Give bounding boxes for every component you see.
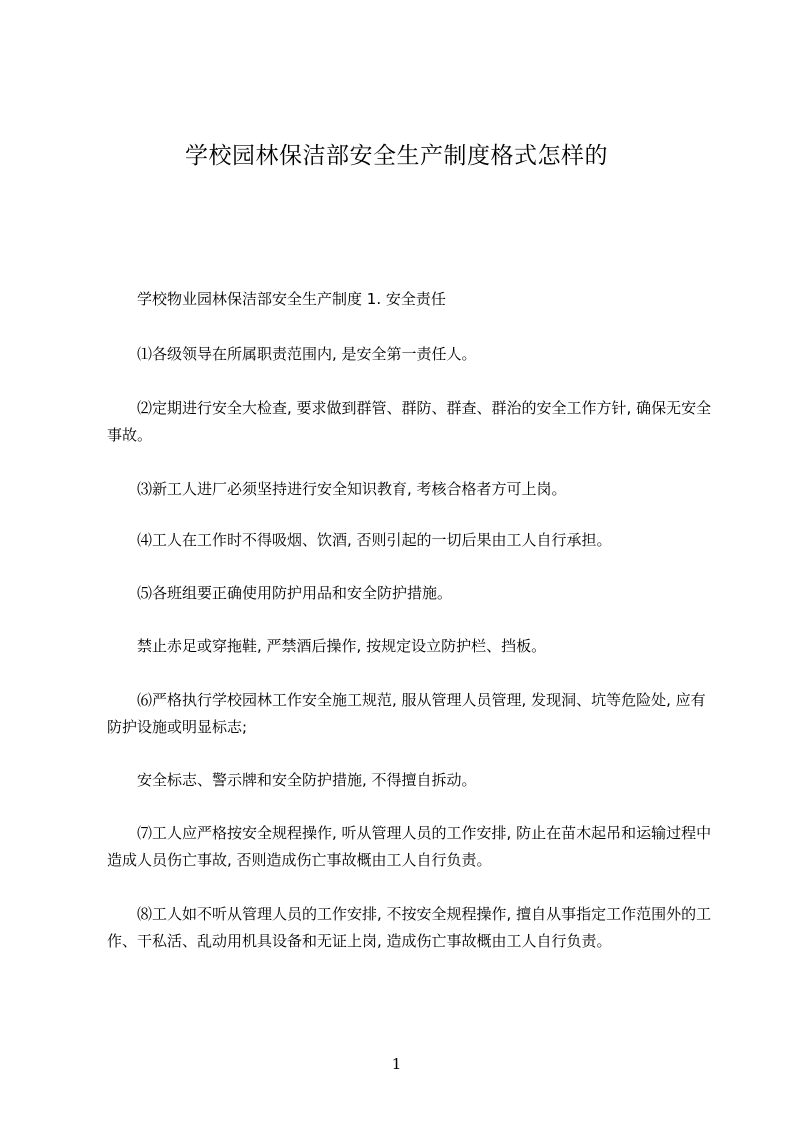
paragraph-safety-heading: 学校物业园林保洁部安全生产制度 1. 安全责任 [137,290,446,308]
paragraph-item-6-continued: 安全标志、警示牌和安全防护措施, 不得擅自拆动。 [137,771,477,789]
paragraph-item-6: ⑹严格执行学校园林工作安全施工规范, 服从管理人员管理, 发现洞、坑等危险处, 应有防护设施或明显标志; [107,691,706,736]
paragraph-item-7: ⑺工人应严格按安全规程操作, 听从管理人员的工作安排, 防止在苗木起吊和运输过程中造成人员伤亡事故, 否则造成伤亡事故概由工人自行负责。 [107,824,712,869]
paragraph-item-1: ⑴各级领导在所属职责范围内, 是安全第一责任人。 [137,345,477,363]
paragraph-item-5-continued: 禁止赤足或穿拖鞋, 严禁酒后操作, 按规定设立防护栏、挡板。 [137,637,547,655]
document-title: 学校园林保洁部安全生产制度格式怎样的 [185,143,608,169]
page-number: 1 [391,1055,402,1073]
paragraph-item-5: ⑸各班组要正确使用防护用品和安全防护措施。 [137,584,453,602]
paragraph-item-4: ⑷工人在工作时不得吸烟、饮酒, 否则引起的一切后果由工人自行承担。 [137,531,612,549]
paragraph-item-8: ⑻工人如不听从管理人员的工作安排, 不按安全规程操作, 擅自从事指定工作范围外的工作、干私活、乱动用机具设备和无证上岗, 造成伤亡事故概由工人自行负责。 [107,905,712,950]
paragraph-item-3: ⑶新工人进厂必须坚持进行安全知识教育, 考核合格者方可上岗。 [137,480,567,498]
paragraph-item-2: ⑵定期进行安全大检查, 要求做到群管、群防、群查、群治的安全工作方针, 确保无安全事故。 [107,399,712,444]
